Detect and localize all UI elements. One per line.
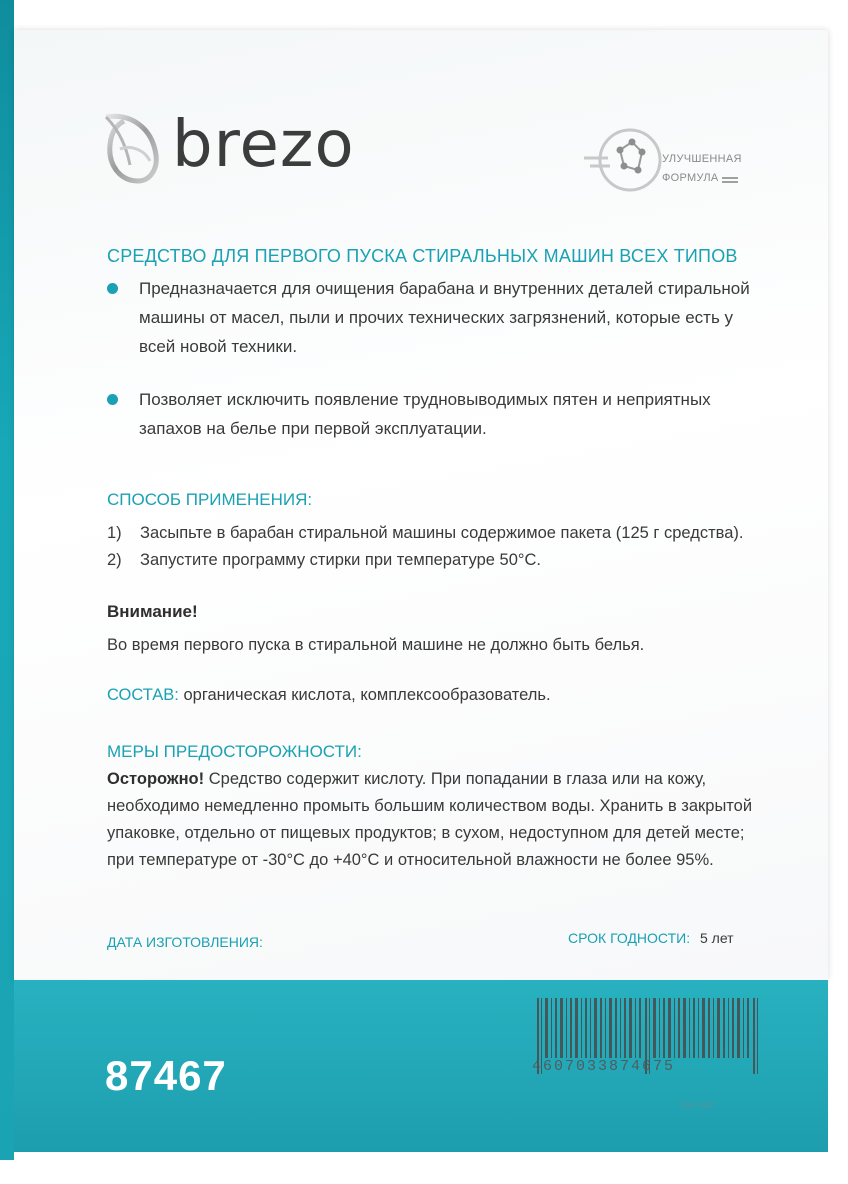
molecule-icon (580, 120, 670, 200)
composition-label: СОСТАВ: (107, 686, 179, 704)
precautions-text-block (107, 766, 757, 874)
step-number: 1) (107, 524, 122, 542)
improved-formula-badge (580, 120, 760, 200)
shelf-life-label: СРОК ГОДНОСТИ: (568, 930, 691, 946)
precautions-heading: МЕРЫ ПРЕДОСТОРОЖНОСТИ: (107, 742, 362, 761)
usage-heading: СПОСОБ ПРИМЕНЕНИЯ: (107, 490, 313, 509)
attention-label: Внимание! (107, 602, 198, 621)
brand-logo (100, 100, 355, 190)
product-title: СРЕДСТВО ДЛЯ ПЕРВОГО ПУСКА СТИРАЛЬНЫХ МАШИН ВСЕХ ТИПОВ (107, 246, 738, 266)
formula-badge-text (662, 150, 742, 188)
caution-label: Осторожно! (107, 770, 205, 788)
step-text: Засыпьте в барабан стиральной машины содержимое пакета (125 г средства). (140, 524, 744, 542)
usage-steps (107, 520, 757, 574)
usage-step (107, 520, 757, 547)
precautions-text: Средство содержит кислоту. При попадании в глаза или на кожу, необходимо немедленно промыть большим количеством воды. Хранить в закрытой упаковке, отдельно от пищевых продуктов; в сухом, недоступном для детей месте; при температуре от -30°С до +40°С и относительной влажности не более 95%. (107, 770, 753, 869)
composition-text: органическая кислота, комплексообразователь. (183, 686, 551, 704)
article-number: 87467 (105, 1052, 227, 1099)
step-number: 2) (107, 551, 122, 569)
shelf-life (568, 930, 734, 946)
manufacture-date-label: ДАТА ИЗГОТОВЛЕНИЯ: (107, 934, 263, 950)
small-print-code: ОБ-0447 (680, 1100, 716, 1110)
benefit-list (107, 274, 767, 443)
badge-line-1: УЛУЧШЕННАЯ (662, 153, 742, 165)
benefit-item: Предназначается для очищения барабана и внутренних деталей стиральной машины от масел, пыли и прочих технических загрязнений, которые есть у всей новой техники. (107, 274, 767, 361)
leaf-logo-icon (100, 105, 170, 185)
benefit-item: Позволяет исключить появление трудновыводимых пятен и неприятных запахов на белье при первой эксплуатации. (107, 385, 767, 443)
shelf-life-value: 5 лет (699, 930, 734, 946)
usage-step (107, 547, 757, 574)
step-text: Запустите программу стирки при температуре 50°С. (140, 551, 541, 569)
side-strip (0, 0, 14, 1160)
attention-text: Во время первого пуска в стиральной машине не должно быть белья. (107, 636, 645, 654)
barcode-digits: 4607033874675 (532, 1058, 676, 1075)
badge-line-2: ФОРМУЛА (662, 169, 742, 188)
composition (107, 686, 551, 705)
brand-name: brezo (172, 108, 355, 182)
